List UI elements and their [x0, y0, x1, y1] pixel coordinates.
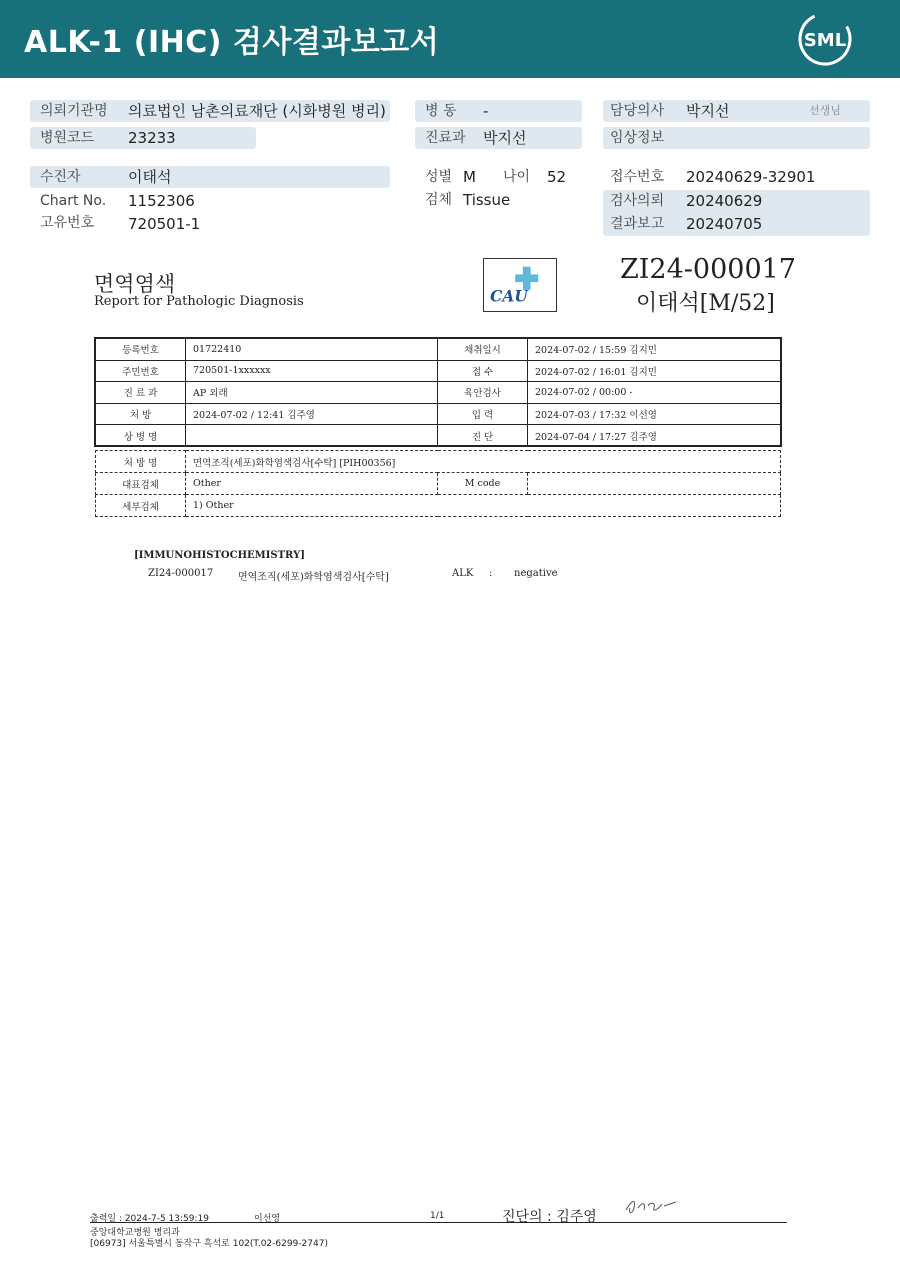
cell-label: 상 병 명 — [96, 425, 186, 447]
report-info-table — [95, 338, 781, 447]
patient-label: 수진자 — [40, 169, 81, 185]
age-value: 52 — [547, 168, 567, 186]
ihc-number: ZI24-000017 — [148, 568, 214, 579]
ihc-marker: ALK — [452, 568, 474, 579]
table-row — [96, 495, 781, 517]
ward-label: 병 동 — [425, 103, 457, 119]
cau-logo — [483, 258, 557, 312]
result-value: 20240705 — [686, 215, 763, 233]
signature-image — [622, 1196, 682, 1218]
cell-label: 채취일시 — [438, 339, 528, 361]
ihc-header: [IMMUNOHISTOCHEMISTRY] — [134, 550, 305, 561]
hospital-code-label: 병원코드 — [40, 130, 95, 146]
chart-value: 1152306 — [128, 192, 195, 210]
hospital-name: 중앙대학교병원 병리과 — [90, 1228, 180, 1238]
ihc-separator: : — [489, 568, 493, 579]
specimen-label: 검체 — [425, 192, 453, 208]
report-patient: 이태석[M/52] — [636, 291, 775, 316]
cell-value — [186, 425, 438, 447]
page-number: 1/1 — [430, 1211, 445, 1221]
footer-divider — [90, 1222, 787, 1223]
rep-spec-label: 대표검체 — [96, 473, 186, 495]
sex-label: 성별 — [425, 169, 453, 185]
receipt-label: 접수번호 — [610, 169, 665, 185]
cell-label: 입 력 — [438, 403, 528, 425]
detail-spec-value: 1) Other — [186, 495, 781, 517]
mcode-label: M code — [438, 473, 528, 495]
table-row — [96, 382, 781, 404]
chart-label: Chart No. — [40, 193, 107, 209]
report-number: ZI24-000017 — [620, 254, 796, 285]
sml-logo-text: SML — [803, 30, 847, 51]
patient-value: 이태석 — [128, 168, 172, 186]
sex-value: M — [463, 168, 476, 186]
dept-label: 진료과 — [425, 130, 466, 146]
sml-logo — [796, 10, 854, 68]
printer-name: 이선영 — [254, 1214, 281, 1224]
cell-value: 2024-07-03 / 17:32 이선영 — [528, 403, 781, 425]
ward-value: - — [483, 102, 489, 120]
hospital-address: [06973] 서울특별시 동작구 흑석로 102(T.02-6299-2747) — [90, 1239, 328, 1249]
cell-value: 2024-07-02 / 00:00 - — [528, 382, 781, 404]
dept-value: 박지선 — [483, 129, 527, 147]
cell-label: 등록번호 — [96, 339, 186, 361]
cell-label: 진 단 — [438, 425, 528, 447]
cell-label: 육안검사 — [438, 382, 528, 404]
rx-value: 면역조직(세포)화학염색검사[수탁] [PIH00356] — [186, 451, 781, 473]
table-row — [96, 425, 781, 447]
table-row — [96, 451, 781, 473]
table-row — [96, 473, 781, 495]
ihc-result: negative — [514, 568, 558, 579]
table-row — [96, 360, 781, 382]
result-label: 결과보고 — [610, 216, 665, 232]
clinical-label: 임상정보 — [610, 130, 665, 146]
request-value: 20240629 — [686, 192, 763, 210]
doctor-label: 담당의사 — [610, 103, 665, 119]
cell-value: 2024-07-02 / 15:59 김지민 — [528, 339, 781, 361]
institution-label: 의뢰기관명 — [40, 103, 108, 119]
detail-spec-label: 세부검체 — [96, 495, 186, 517]
diagnosed-by: 진단의 : 김주영 — [502, 1209, 597, 1225]
prescription-table — [95, 450, 781, 517]
cell-value: 2024-07-02 / 12:41 김주영 — [186, 403, 438, 425]
table-row — [96, 403, 781, 425]
report-title: 면역염색 — [94, 272, 176, 296]
cell-label: 처 방 — [96, 403, 186, 425]
table-row — [96, 339, 781, 361]
ihc-test: 면역조직(세포)화학염색검사[수탁] — [238, 572, 389, 583]
cell-value: 2024-07-04 / 17:27 김주영 — [528, 425, 781, 447]
cell-label: 주민번호 — [96, 360, 186, 382]
cell-value: 2024-07-02 / 16:01 김지민 — [528, 360, 781, 382]
institution-value: 의료법인 남촌의료재단 (시화병원 병리) — [128, 102, 386, 120]
patient-band — [30, 166, 390, 188]
receipt-value: 20240629-32901 — [686, 168, 816, 186]
page-title: ALK-1 (IHC) 검사결과보고서 — [24, 25, 440, 60]
doctor-value: 박지선 — [686, 102, 730, 120]
specimen-value: Tissue — [463, 191, 511, 209]
rx-label: 처 방 명 — [96, 451, 186, 473]
id-value: 720501-1 — [128, 215, 201, 233]
rep-spec-value: Other — [186, 473, 438, 495]
request-label: 검사의뢰 — [610, 193, 665, 209]
hospital-code-value: 23233 — [128, 129, 176, 147]
cell-value: 720501-1xxxxxx — [186, 360, 438, 382]
cell-value: 01722410 — [186, 339, 438, 361]
cell-value: AP 외래 — [186, 382, 438, 404]
cell-label: 접 수 — [438, 360, 528, 382]
mcode-value — [528, 473, 781, 495]
header-band — [0, 0, 900, 78]
id-label: 고유번호 — [40, 215, 95, 231]
age-label: 나이 — [503, 169, 531, 185]
doctor-suffix: 선생님 — [809, 104, 841, 117]
report-subtitle: Report for Pathologic Diagnosis — [94, 294, 304, 309]
cau-logo-text: CAU — [490, 287, 528, 306]
printed-date: 출력일 : 2024-7-5 13:59:19 — [90, 1214, 209, 1224]
cell-label: 진 료 과 — [96, 382, 186, 404]
